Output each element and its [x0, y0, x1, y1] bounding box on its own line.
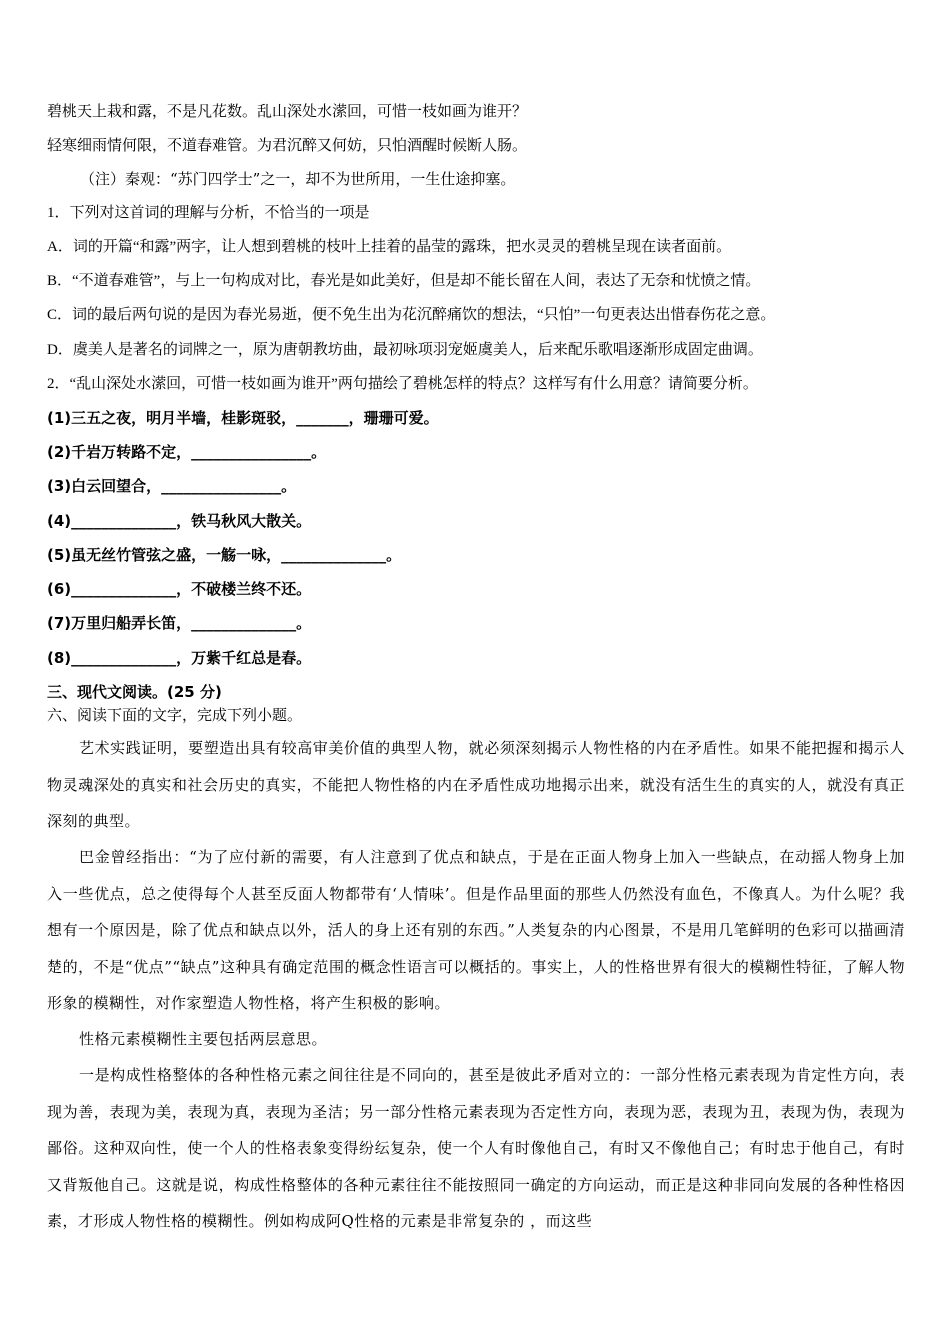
question-1-stem: 1．下列对这首词的理解与分析，不恰当的一项是 [47, 205, 370, 221]
fill-blank-1: (1)三五之夜，明月半墙，桂影斑驳，_______，珊珊可爱。 [47, 409, 439, 427]
fill-blank-2: (2)千岩万转路不定，________________。 [47, 443, 327, 461]
passage-paragraph-4: 一是构成性格整体的各种性格元素之间往往是不同向的，甚至是彼此矛盾对立的：一部分性格元素表现为肯定性方向，表现为善，表现为美，表现为真，表现为圣洁；另一部分性格元素表现为否定性方向，表现为恶，表现为丑，表现为伪，表现为鄙俗。这种双向性，使一个人的性格表象变得纷纭复杂，使一个人有时像他自己，有时又不像他自己；有时忠于他自己，有时又背叛他自己。这就是说，构成性格整体的各种元素往往不能按照同一确定的方向运动，而正是这种非同向发展的各种性格因素，才形成人物性格的模糊性。例如构成阿Q性格的元素是非常复杂的 ，而这些 [47, 1066, 905, 1230]
question-1-option-b: B．“不道春难管”，与上一句构成对比，春光是如此美好，但是却不能长留在人间，表达了无奈和忧愤之情。 [47, 273, 761, 289]
question-1-option-d: D．虞美人是著名的词牌之一，原为唐朝教坊曲，最初咏项羽宠姬虞美人，后来配乐歌唱逐渐形成固定曲调。 [47, 342, 763, 358]
fill-blank-4: (4)______________，铁马秋风大散关。 [47, 512, 312, 530]
fill-blank-6: (6)______________，不破楼兰终不还。 [47, 580, 312, 598]
poem-note: （注）秦观：“苏门四学士”之一，却不为世所用，一生仕途抑塞。 [80, 170, 516, 188]
fill-blank-8: (8)______________，万紫千红总是春。 [47, 649, 312, 667]
question-2-stem: 2．“乱山深处水潆回，可惜一枝如画为谁开”两句描绘了碧桃怎样的特点？这样写有什么用意？请简要分析。 [47, 376, 758, 392]
passage-paragraph-3: 性格元素模糊性主要包括两层意思。 [79, 1030, 328, 1048]
passage-paragraph-1: 艺术实践证明，要塑造出具有较高审美价值的典型人物，就必须深刻揭示人物性格的内在矛盾性。如果不能把握和揭示人物灵魂深处的真实和社会历史的真实，不能把人物性格的内在矛盾性成功地揭示出来，就没有活生生的真实的人，就没有真正深刻的典型。 [47, 739, 905, 830]
fill-blank-3: (3)白云回望合，________________。 [47, 477, 297, 495]
section-3-heading: 三、现代文阅读。(25 分) [47, 683, 222, 701]
question-1-option-a: A．词的开篇“和露”两字，让人想到碧桃的枝叶上挂着的晶莹的露珠，把水灵灵的碧桃呈现在读者面前。 [47, 239, 732, 255]
poem-line-1: 碧桃天上栽和露，不是凡花数。乱山深处水潆回，可惜一枝如画为谁开？ [47, 102, 528, 120]
question-1-option-c: C．词的最后两句说的是因为春光易逝，便不免生出为花沉醉痛饮的想法，“只怕”一句更表达出惜春伤花之意。 [47, 307, 776, 323]
passage-paragraph-2: 巴金曾经指出：“为了应付新的需要，有人注意到了优点和缺点，于是在正面人物身上加入一些缺点，在动摇人物身上加入一些优点，总之使得每个人甚至反面人物都带有‘人情味’。但是作品里面的那些人仍然没有血色，不像真人。为什么呢？我想有一个原因是，除了优点和缺点以外，活人的身上还有别的东西。”人类复杂的内心图景，不是用几笔鲜明的色彩可以描画清楚的，不是“优点”“缺点”这种具有确定范围的概念性语言可以概括的。事实上，人的性格世界有很大的模糊性特征，了解人物形象的模糊性，对作家塑造人物性格，将产生积极的影响。 [47, 848, 905, 1012]
section-6-instruction: 六、阅读下面的文字，完成下列小题。 [47, 708, 303, 724]
fill-blank-7: (7)万里归船弄长笛，______________。 [47, 614, 312, 632]
fill-blank-5: (5)虽无丝竹管弦之盛，一觞一咏，______________。 [47, 546, 402, 564]
poem-line-2: 轻寒细雨情何限，不道春难管。为君沉醉又何妨，只怕酒醒时候断人肠。 [47, 136, 528, 154]
